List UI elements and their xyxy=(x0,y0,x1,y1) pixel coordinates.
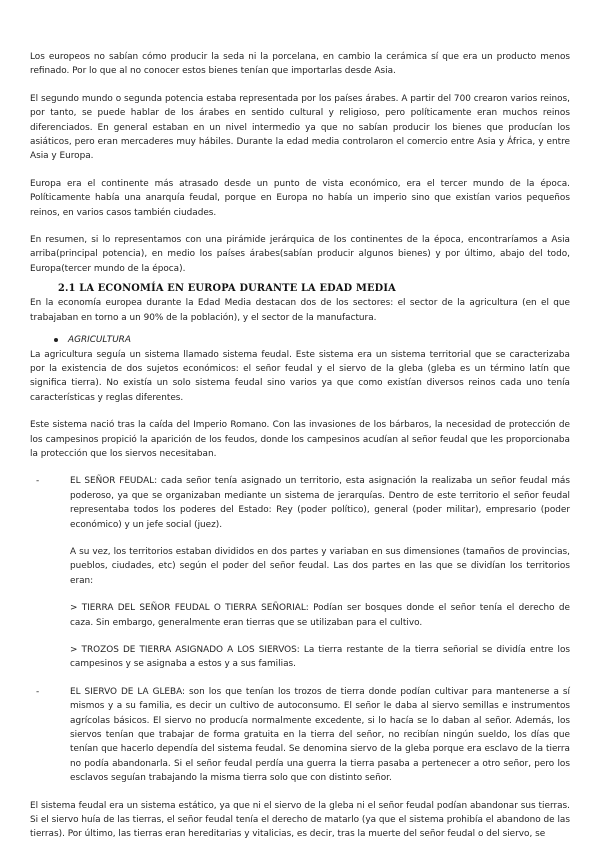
bullet-agriculture xyxy=(54,333,570,347)
paragraph-feudal-lord: EL SEÑOR FEUDAL: cada señor tenía asignado un territorio, esta asignación la realizaba un señor feudal más poderoso, ya que se organizaban mediante un sistema de jerarquías. Dentro de este territorio el señor feudal representaba todos los poderes del Estado: Rey (poder político), general (poder militar), empresario (poder económico) y un jefe social (juez). xyxy=(70,476,570,530)
document-page xyxy=(30,50,570,842)
dash-marker: - xyxy=(36,686,40,697)
bullet-dot-icon xyxy=(54,338,58,342)
paragraph-origin: Este sistema nació tras la caída del Imperio Romano. Con las invasiones de los bárbaros, la necesidad de protección de los campesinos propició la aparición de los feudos, donde los campesinos acudían al señor feudal que les proporcionaba la protección que los siervos necesitaban. xyxy=(30,420,570,459)
paragraph-summary: En resumen, si lo representamos con una pirámide jerárquica de los continentes de la época, encontraríamos a Asia arriba(principal potencia), en medio los países árabes(sabían producir algunos bienes) y por último, abajo del todo, Europa(tercer mundo de la época). xyxy=(30,235,570,274)
paragraph-static-system: El sistema feudal era un sistema estático, ya que ni el siervo de la gleba ni el señor feudal podían abandonar sus tierras. Si el siervo huía de las tierras, el señor feudal tenía el derecho de matarlo (ya que el sistema prohibía el abandono de las tierras). Por último, las tierras eran hereditarias y vitalicias, es decir, tras la muerte del señor feudal o del siervo, se xyxy=(30,800,570,840)
list-item-serf xyxy=(30,685,570,786)
paragraph-arab-countries: El segundo mundo o segunda potencia estaba representada por los países árabes. A partir del 700 crearon varios reinos, por tanto, se puede hablar de los árabes en sentido cultural y religioso, pero políticamente eran muchos reinos diferenciados. En general estaban en un nivel intermedio ya que no sabían producir los bienes que producían los asiáticos, pero eran mercaderes muy hábiles. Durante la edad media controlaron el comercio entre Asia y África, y entre Asia y Europa. xyxy=(30,93,570,162)
list-item-feudal-lord xyxy=(30,474,570,671)
bullet-label: AGRICULTURA xyxy=(68,335,131,346)
paragraph-feudal-system: La agricultura seguía un sistema llamado sistema feudal. Este sistema era un sistema territorial que se caracterizaba por la existencia de dos sujetos económicos: el señor feudal y el siervo de la gleba (gleba es un término latín que significa tierra). No existía un solo sistema feudal sino varios ya que como existían diversos reinos cada uno tenía características y reglas diferentes. xyxy=(30,349,570,403)
section-heading: 2.1 LA ECONOMÍA EN EUROPA DURANTE LA EDAD MEDIA xyxy=(58,283,396,295)
paragraph-lord-land: > TIERRA DEL SEÑOR FEUDAL O TIERRA SEÑORIAL: Podían ser bosques donde el señor tenía el derecho de caza. Sin embargo, generalmente eran tierras que se utilizaban para el cultivo. xyxy=(70,603,570,628)
dash-marker: - xyxy=(36,476,40,487)
paragraph-serf: EL SIERVO DE LA GLEBA: son los que tenían los trozos de tierra donde podían cultivar para mantenerse a sí mismos y a su familia, es decir un cultivo de autoconsumo. El señor le daba al siervo semillas e instrumentos agrícolas básicos. El siervo no producía normalmente excedente, si lo hacía se lo daban al señor. Además, los siervos tenían que trabajar de forma gratuita en la tierra del señor, no recibían ningún sueldo, los días que tenían que hacerlo dependía del sistema feudal. Se denomina siervo de la gleba porque era esclavo de la tierra no podía abandonarla. Si el señor feudal perdía una guerra la tierra pasaba a pertenecer a otro señor, pero los esclavos seguían trabajando la misma tierra solo que con distinto señor. xyxy=(70,686,570,784)
paragraph-serf-land: > TROZOS DE TIERRA ASIGNADO A LOS SIERVOS: La tierra restante de la tierra señorial se dividía entre los campesinos y se asignaba a estos y a sus familias. xyxy=(70,645,570,670)
paragraph-silk-porcelain: Los europeos no sabían cómo producir la seda ni la porcelana, en cambio la cerámica sí que era un producto menos refinado. Por lo que al no conocer estos bienes tenían que importarlas desde Asia. xyxy=(30,52,570,77)
paragraph-economy-sectors: En la economía europea durante la Edad Media destacan dos de los sectores: el sector de la agricultura (en el que trabajaban en torno a un 90% de la población), y el sector de la manufactura. xyxy=(30,298,570,323)
paragraph-europe: Europa era el continente más atrasado desde un punto de vista económico, era el tercer mundo de la época. Políticamente había una anarquía feudal, porque en Europa no había un imperio sino que existían varios pequeños reinos, en varios casos también ciudades. xyxy=(30,178,570,218)
paragraph-territories: A su vez, los territorios estaban divididos en dos partes y variaban en sus dimensiones (tamaños de provincias, pueblos, ciudades, etc) según el poder del señor feudal. Las dos partes en las que se dividían los territorios eran: xyxy=(70,546,570,586)
